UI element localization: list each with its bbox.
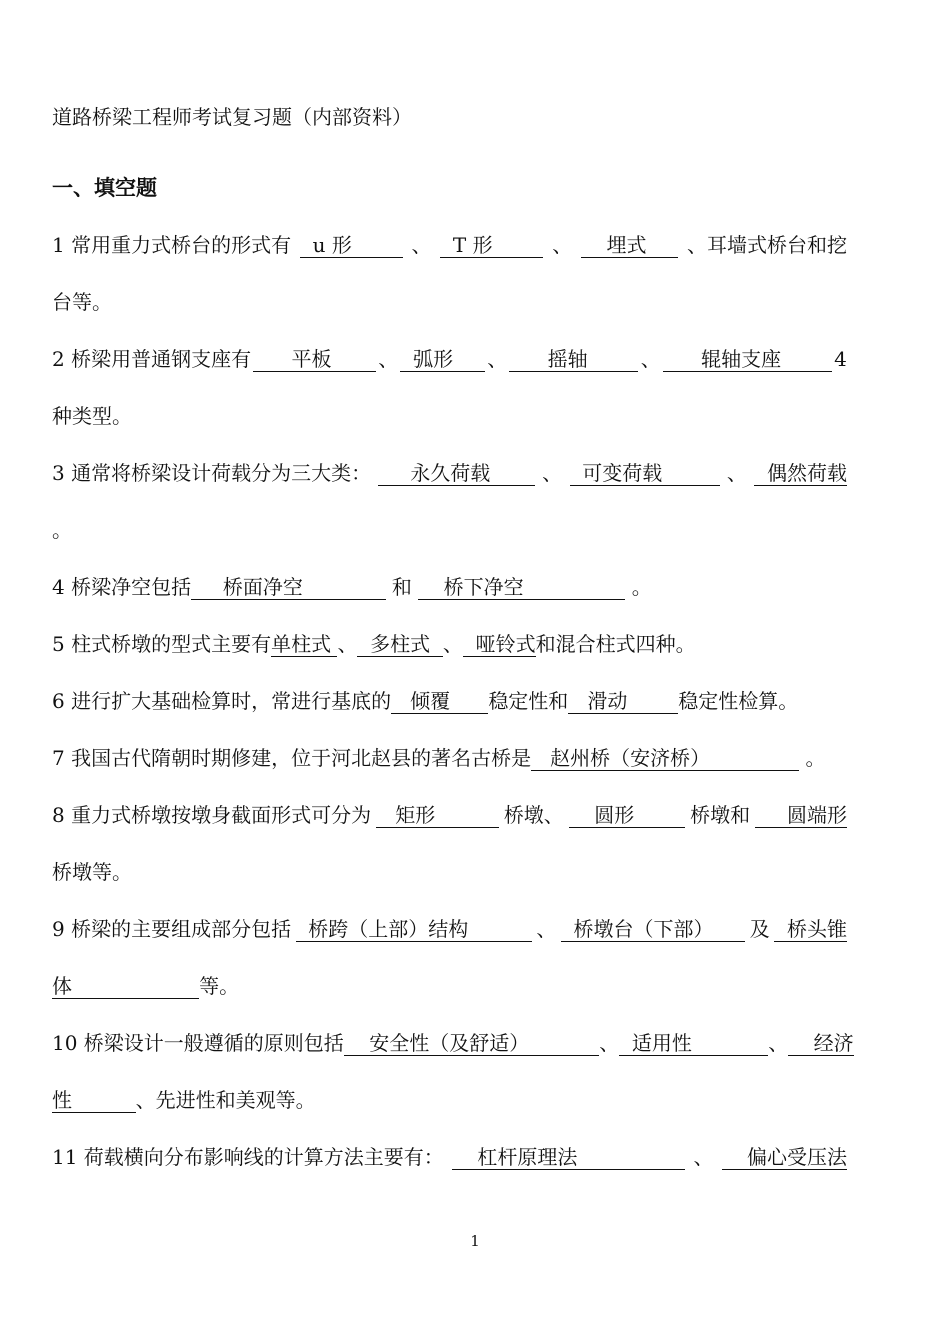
question-2-line-2: 种类型。 — [52, 404, 132, 428]
answer-blank: 矩形 — [376, 803, 499, 827]
answer-blank: 埋式 — [581, 233, 679, 257]
answer-blank: 偶然荷载 — [754, 461, 847, 485]
question-9-line-2: 体 等。 — [52, 974, 240, 998]
question-1-line-2: 台等。 — [52, 290, 112, 314]
answer-blank: u 形 — [299, 233, 403, 257]
question-3-line-2: 。 — [52, 518, 72, 542]
answer-blank: 哑铃式 — [462, 632, 536, 656]
answer-blank: 可变荷载 — [569, 461, 720, 485]
answer-blank: 弧形 — [400, 347, 485, 371]
answer-blank: 圆端形 — [755, 803, 847, 827]
answer-blank: 经济 — [788, 1031, 854, 1055]
question-1-line-1: 1 常用重力式桥台的形式有 u 形 、 T 形 、 埋式 、耳墙式桥台和挖 — [52, 233, 847, 257]
question-8-line-1: 8 重力式桥墩按墩身截面形式可分为 矩形 桥墩、 圆形 桥墩和 圆端形 — [52, 803, 847, 827]
section-heading: 一、填空题 — [52, 176, 157, 200]
answer-blank: 体 — [52, 974, 200, 998]
answer-blank: 倾覆 — [391, 689, 489, 713]
answer-blank: 桥跨（上部）结构 — [295, 917, 532, 941]
answer-blank: 滑动 — [568, 689, 679, 713]
answer-blank: 平板 — [253, 347, 376, 371]
answer-blank: 性 — [52, 1088, 136, 1112]
answer-blank: 赵州桥（安济桥） — [531, 746, 800, 770]
answer-blank: 多柱式 — [357, 632, 443, 656]
question-4: 4 桥梁净空包括 桥面净空 和 桥下净空 。 — [52, 575, 652, 599]
question-6: 6 进行扩大基础检算时，常进行基底的 倾覆 稳定性和 滑动 稳定性检算。 — [52, 689, 799, 713]
answer-blank: 单柱式 — [271, 632, 338, 656]
document-title: 道路桥梁工程师考试复习题（内部资料） — [52, 105, 412, 129]
question-11-line-1: 11 荷载横向分布影响线的计算方法主要有： 杠杆原理法 、 偏心受压法 — [52, 1145, 847, 1169]
answer-blank: 桥头锥 — [774, 917, 847, 941]
question-5: 5 柱式桥墩的型式主要有单柱式 、 多柱式 、 哑铃式和混合柱式四种。 — [52, 632, 696, 656]
question-10-line-1: 10 桥梁设计一般遵循的原则包括 安全性（及舒适） 、 适用性 、 经济 — [52, 1031, 854, 1055]
question-2-line-1: 2 桥梁用普通钢支座有 平板 、 弧形 、 摇轴 、 辊轴支座 4 — [52, 347, 847, 371]
question-3-line-1: 3 通常将桥梁设计荷载分为三大类： 永久荷载 、 可变荷载 、 偶然荷载 — [52, 461, 847, 485]
answer-blank: 桥下净空 — [418, 575, 626, 599]
answer-blank: 桥墩台（下部） — [560, 917, 746, 941]
answer-blank: T 形 — [440, 233, 544, 257]
question-10-line-2: 性 、先进性和美观等。 — [52, 1088, 316, 1112]
question-9-line-1: 9 桥梁的主要组成部分包括 桥跨（上部）结构 、 桥墩台（下部） 及 桥头锥 — [52, 917, 847, 941]
answer-blank: 辊轴支座 — [662, 347, 832, 371]
question-8-line-2: 桥墩等。 — [52, 860, 132, 884]
page-number: 1 — [470, 1232, 480, 1250]
question-7: 7 我国古代隋朝时期修建，位于河北赵县的著名古桥是 赵州桥（安济桥） 。 — [52, 746, 826, 770]
answer-blank: 桥面净空 — [191, 575, 386, 599]
answer-blank: 偏心受压法 — [721, 1145, 847, 1169]
answer-blank: 摇轴 — [509, 347, 639, 371]
answer-blank: 安全性（及舒适） — [343, 1031, 600, 1055]
answer-blank: 永久荷载 — [378, 461, 535, 485]
answer-blank: 圆形 — [568, 803, 686, 827]
answer-blank: 适用性 — [619, 1031, 769, 1055]
answer-blank: 杠杆原理法 — [451, 1145, 686, 1169]
